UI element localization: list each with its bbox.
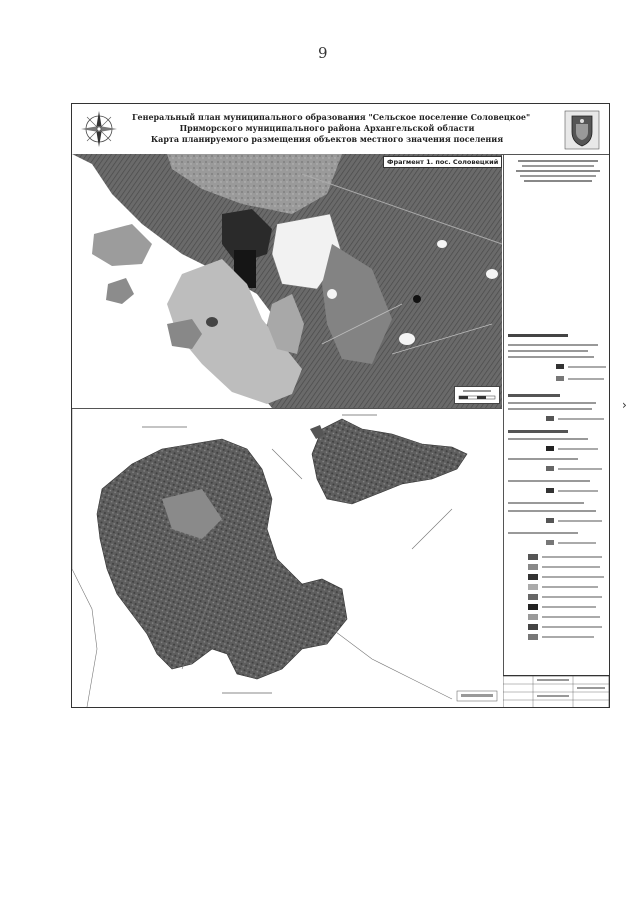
chevron-right-icon[interactable]: › bbox=[622, 398, 627, 412]
fragment-label: Фрагмент 1. пос. Соловецкий bbox=[383, 156, 502, 168]
compass-rose-icon bbox=[78, 108, 120, 150]
legend-panel bbox=[503, 154, 610, 707]
upper-map-fragment bbox=[72, 154, 502, 409]
title-block-stamp bbox=[503, 675, 609, 708]
scale-bar bbox=[454, 386, 500, 404]
lower-map-overview bbox=[72, 409, 502, 707]
islands-overview bbox=[72, 409, 502, 707]
map-title-line-2: Приморского муниципального района Архангельской области bbox=[179, 123, 475, 133]
upper-map-terrain bbox=[72, 154, 502, 408]
map-title-line-1: Генеральный план муниципального образования "Сельское поселение Соловецкое" bbox=[132, 112, 531, 122]
map-header bbox=[72, 104, 609, 155]
map-title-line-3: Карта планируемого размещения объектов местного значения поселения bbox=[150, 134, 504, 144]
coat-of-arms-icon bbox=[564, 110, 600, 150]
page-number: 9 bbox=[318, 44, 328, 62]
zone-legend bbox=[528, 554, 608, 684]
approval-block bbox=[512, 158, 604, 189]
map-sheet bbox=[71, 103, 610, 708]
